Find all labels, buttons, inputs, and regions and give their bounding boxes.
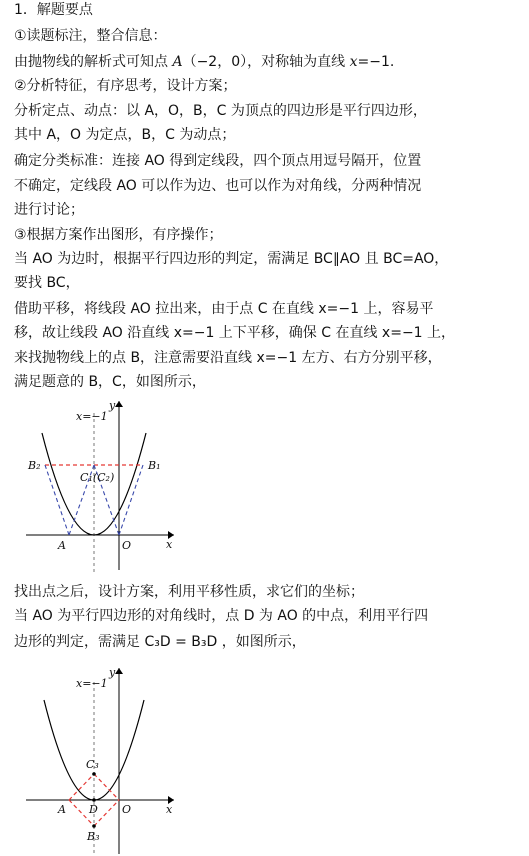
step1-text-a: 由抛物线的解析式可知点 <box>14 54 173 70</box>
heading: 1．解题要点 <box>14 2 93 18</box>
step1-text-c: =−1. <box>357 54 395 70</box>
after-p2: 当 AO 为平行四边形的对角线时，点 D 为 AO 的中点，利用平行四 <box>14 608 429 624</box>
step3-p5: 来找抛物线上的点 B，注意需要沿直线 x=−1 左方、右方分别平移， <box>14 350 442 366</box>
point-d <box>92 798 96 802</box>
fig1-c-label: C₁(C₂) <box>80 471 115 484</box>
fig1-line-label: x=−1 <box>76 410 108 423</box>
figure-1 <box>24 395 199 575</box>
step2-p2: 其中 A，O 为定点，B，C 为动点； <box>14 127 236 143</box>
fig1-b2-label: B₂ <box>28 459 41 472</box>
step2-p1: 分析定点、动点：以 A，O，B，C 为顶点的四边形是平行四边形， <box>14 103 427 119</box>
step3-p2: 要找 BC， <box>14 275 80 291</box>
point-c3 <box>92 772 96 776</box>
step1-text <box>14 52 394 72</box>
step2-p3: 确定分类标准：连接 AO 得到定线段，四个顶点用逗号隔开，位置 <box>14 153 422 169</box>
fig2-c3-label: C₃ <box>86 758 99 771</box>
step1-title: ①读题标注，整合信息： <box>14 28 167 44</box>
fig1-o-label: O <box>122 539 132 552</box>
segment-a-c3 <box>69 774 94 800</box>
step2-p5: 进行讨论； <box>14 202 84 218</box>
fig2-d-label: D <box>89 803 98 816</box>
step1-text-b: （−2，0），对称轴为直线 <box>182 54 350 70</box>
step1-text-x: x <box>349 54 358 70</box>
fig2-line-label: x=−1 <box>76 677 108 690</box>
step3-p4: 移，故让线段 AO 沿直线 x=−1 上下平移，确保 C 在直线 x=−1 上， <box>14 325 456 341</box>
step3-p3: 借助平移，将线段 AO 拉出来，由于点 C 在直线 x=−1 上，容易平 <box>14 301 434 317</box>
fig1-x-label: x <box>166 538 173 551</box>
segment-b1-o <box>119 465 143 535</box>
fig2-y-label: y <box>109 666 116 679</box>
step2-p4: 不确定，定线段 AO 可以作为边、也可以作为对角线，分两种情况 <box>14 178 422 194</box>
step2-title: ②分析特征，有序思考，设计方案； <box>14 78 237 94</box>
segment-c3-o <box>94 774 119 800</box>
figure-2 <box>24 660 199 856</box>
fig1-a-label: A <box>58 539 66 552</box>
fig2-x-label: x <box>166 803 173 816</box>
step3-p1: 当 AO 为边时，根据平行四边形的判定，需满足 BC∥AO 且 BC=AO， <box>14 251 449 267</box>
parabola <box>42 433 146 535</box>
fig2-o-label: O <box>122 803 132 816</box>
point-b3 <box>92 824 96 828</box>
after-p3: 边形的判定，需满足 C₃D = B₃D ，如图所示， <box>14 634 306 650</box>
step1-text-point-a: A <box>172 54 183 70</box>
step3-title: ③根据方案作出图形，有序操作； <box>14 227 223 243</box>
fig2-a-label: A <box>58 803 66 816</box>
fig2-b3-label: B₃ <box>87 830 100 843</box>
step3-p6: 满足题意的 B，C，如图所示， <box>14 374 206 390</box>
fig1-b1-label: B₁ <box>148 459 161 472</box>
after-p1: 找出点之后，设计方案，利用平移性质，求它们的坐标； <box>14 584 364 600</box>
segment-b2-a <box>45 465 69 535</box>
fig1-y-label: y <box>109 399 116 412</box>
